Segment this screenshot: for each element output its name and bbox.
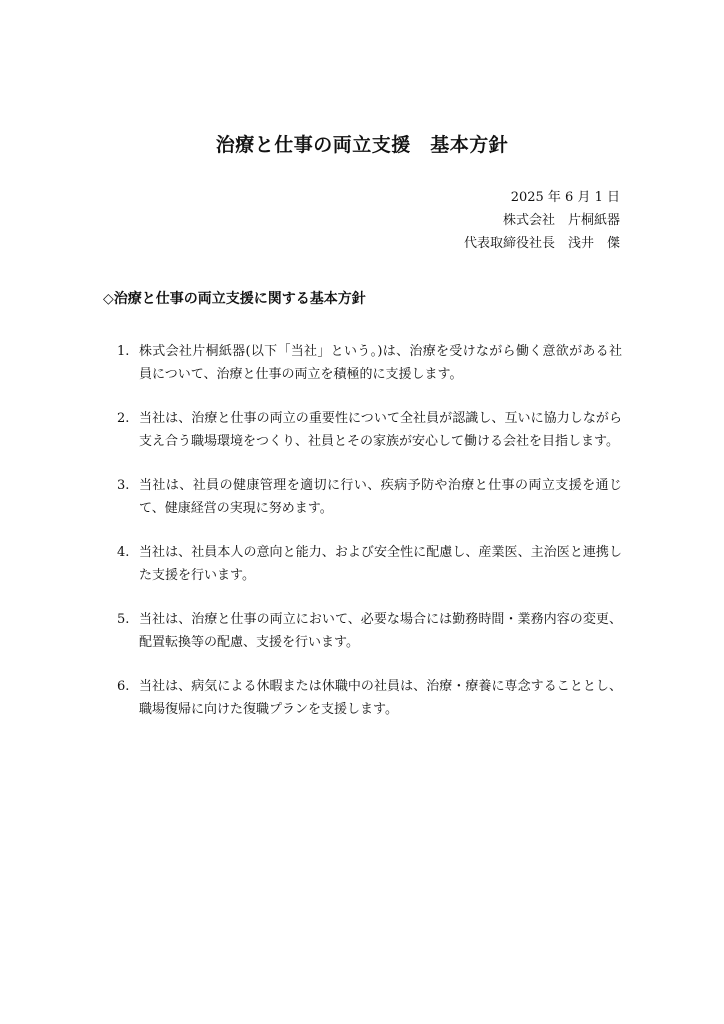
section-heading: ◇治療と仕事の両立支援に関する基本方針 (103, 291, 366, 307)
signature-block (464, 186, 620, 255)
item-number: 6. (117, 679, 130, 694)
list-item (117, 608, 622, 654)
item-text: 当社は、治療と仕事の両立において、必要な場合には勤務時間・業務内容の変更、配置転換等の配慮、支援を行います。 (139, 612, 622, 650)
company-name: 株式会社 片桐紙器 (502, 213, 620, 228)
list-item (117, 340, 622, 386)
list-item (117, 675, 622, 721)
item-number: 3. (117, 478, 130, 493)
list-item (117, 474, 622, 520)
item-number: 2. (117, 411, 130, 426)
representative-name: 代表取締役社長 浅井 傑 (463, 236, 620, 251)
page-title: 治療と仕事の両立支援 基本方針 (215, 134, 509, 156)
list-item (117, 541, 622, 587)
item-text: 株式会社片桐紙器(以下「当社」という。)は、治療を受けながら働く意欲がある社員について、治療と仕事の両立を積極的に支援します。 (139, 344, 622, 382)
item-text: 当社は、社員の健康管理を適切に行い、疾病予防や治療と仕事の両立支援を通じて、健康経営の実現に努めます。 (139, 478, 622, 516)
list-item (117, 407, 622, 453)
item-number: 1. (117, 344, 130, 359)
item-number: 5. (117, 612, 130, 627)
document-date: 2025 年 6 月 1 日 (510, 190, 620, 205)
item-text: 当社は、病気による休暇または休職中の社員は、治療・療養に専念することとし、職場復帰に向けた復職プランを支援します。 (139, 679, 622, 717)
item-text: 当社は、社員本人の意向と能力、および安全性に配慮し、産業医、主治医と連携した支援を行います。 (139, 545, 622, 583)
policy-list (117, 340, 622, 742)
item-text: 当社は、治療と仕事の両立の重要性について全社員が認識し、互いに協力しながら支え合う職場環境をつくり、社員とその家族が安心して働ける会社を目指します。 (139, 411, 622, 449)
item-number: 4. (117, 545, 130, 560)
